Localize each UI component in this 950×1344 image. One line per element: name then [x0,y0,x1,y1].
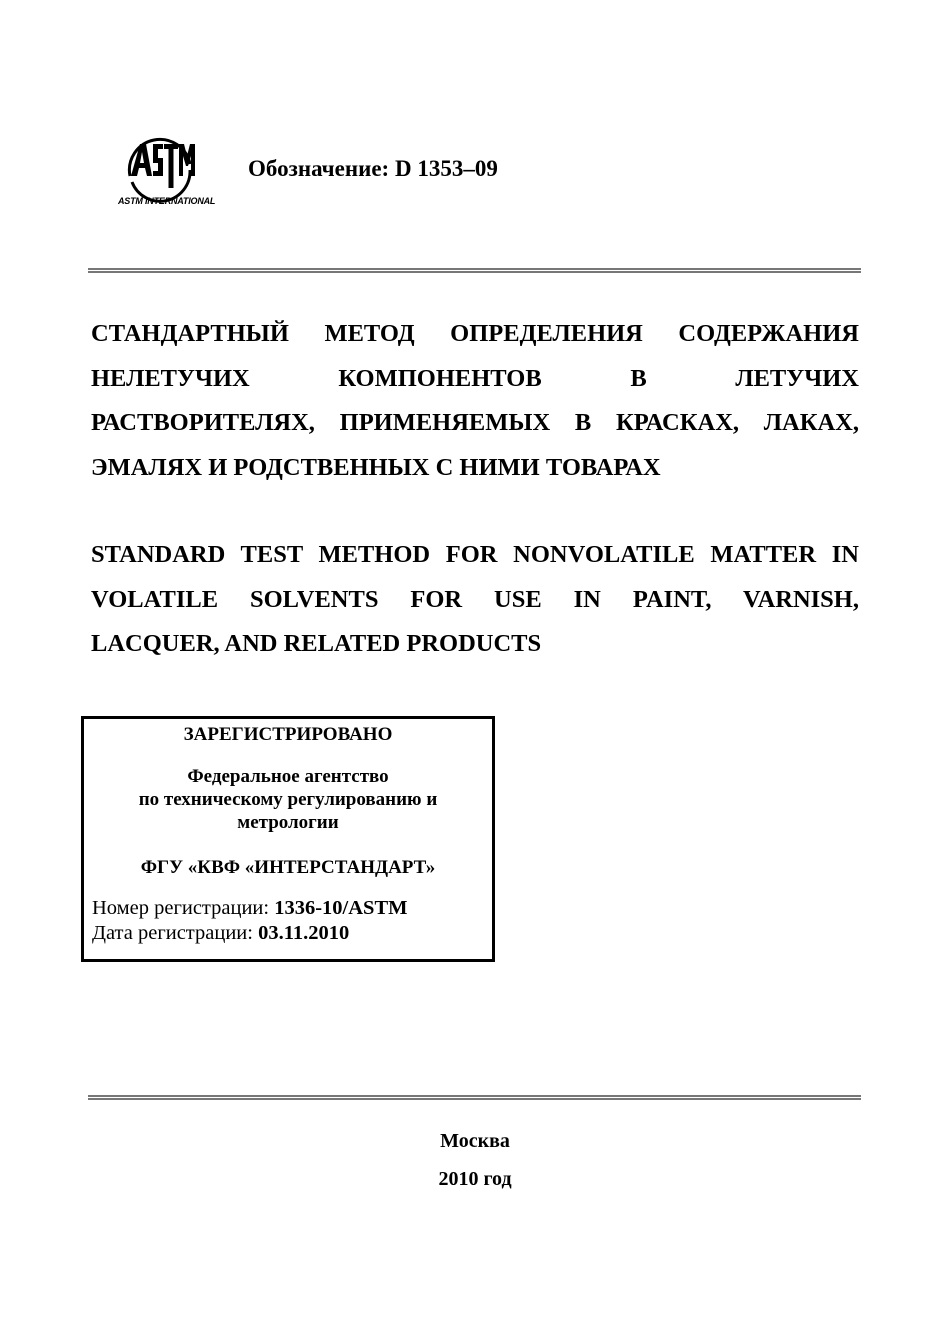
publication-year: 2010 год [438,1168,512,1190]
astm-logo-label: ASTM INTERNATIONAL [118,196,216,206]
publication-city: Москва [440,1130,510,1152]
registration-date [92,922,349,945]
agency-line: по техническому регулированию и [138,789,438,810]
registration-number-value: 1336-10/ASTM [274,897,408,919]
title-line: STANDARD TEST METHOD FOR NONVOLATILE MATTER IN [91,541,859,568]
title-line: LACQUER, AND RELATED PRODUCTS [91,630,542,657]
title-russian [91,312,859,490]
registration-number [92,897,407,920]
registration-date-value: 03.11.2010 [258,922,350,944]
title-english [91,533,859,667]
title-line: НЕЛЕТУЧИХ КОМПОНЕНТОВ В ЛЕТУЧИХ [91,364,859,392]
title-line: СТАНДАРТНЫЙ МЕТОД ОПРЕДЕЛЕНИЯ СОДЕРЖАНИЯ [91,320,859,347]
registration-date-label: Дата регистрации: [92,922,259,944]
title-line: ЭМАЛЯХ И РОДСТВЕННЫХ С НИМИ ТОВАРАХ [91,453,661,481]
agency-line: метрологии [237,812,339,833]
registration-box [81,716,495,962]
registration-number-label: Номер регистрации: [92,897,275,919]
title-line: РАСТВОРИТЕЛЯХ, ПРИМЕНЯЕМЫХ В КРАСКАХ, ЛАКАХ, [91,409,859,436]
registration-heading: ЗАРЕГИСТРИРОВАНО [183,724,393,745]
top-divider [88,268,861,273]
title-line: VOLATILE SOLVENTS FOR USE IN PAINT, VARNISH, [91,585,859,613]
agency-line: Федеральное агентство [187,766,389,787]
astm-logo [118,130,216,210]
registration-agency [84,765,492,834]
bottom-divider [88,1095,861,1100]
registration-organization: ФГУ «КВФ «ИНТЕРСТАНДАРТ» [140,857,436,878]
designation: Обозначение: D 1353–09 [248,156,498,181]
